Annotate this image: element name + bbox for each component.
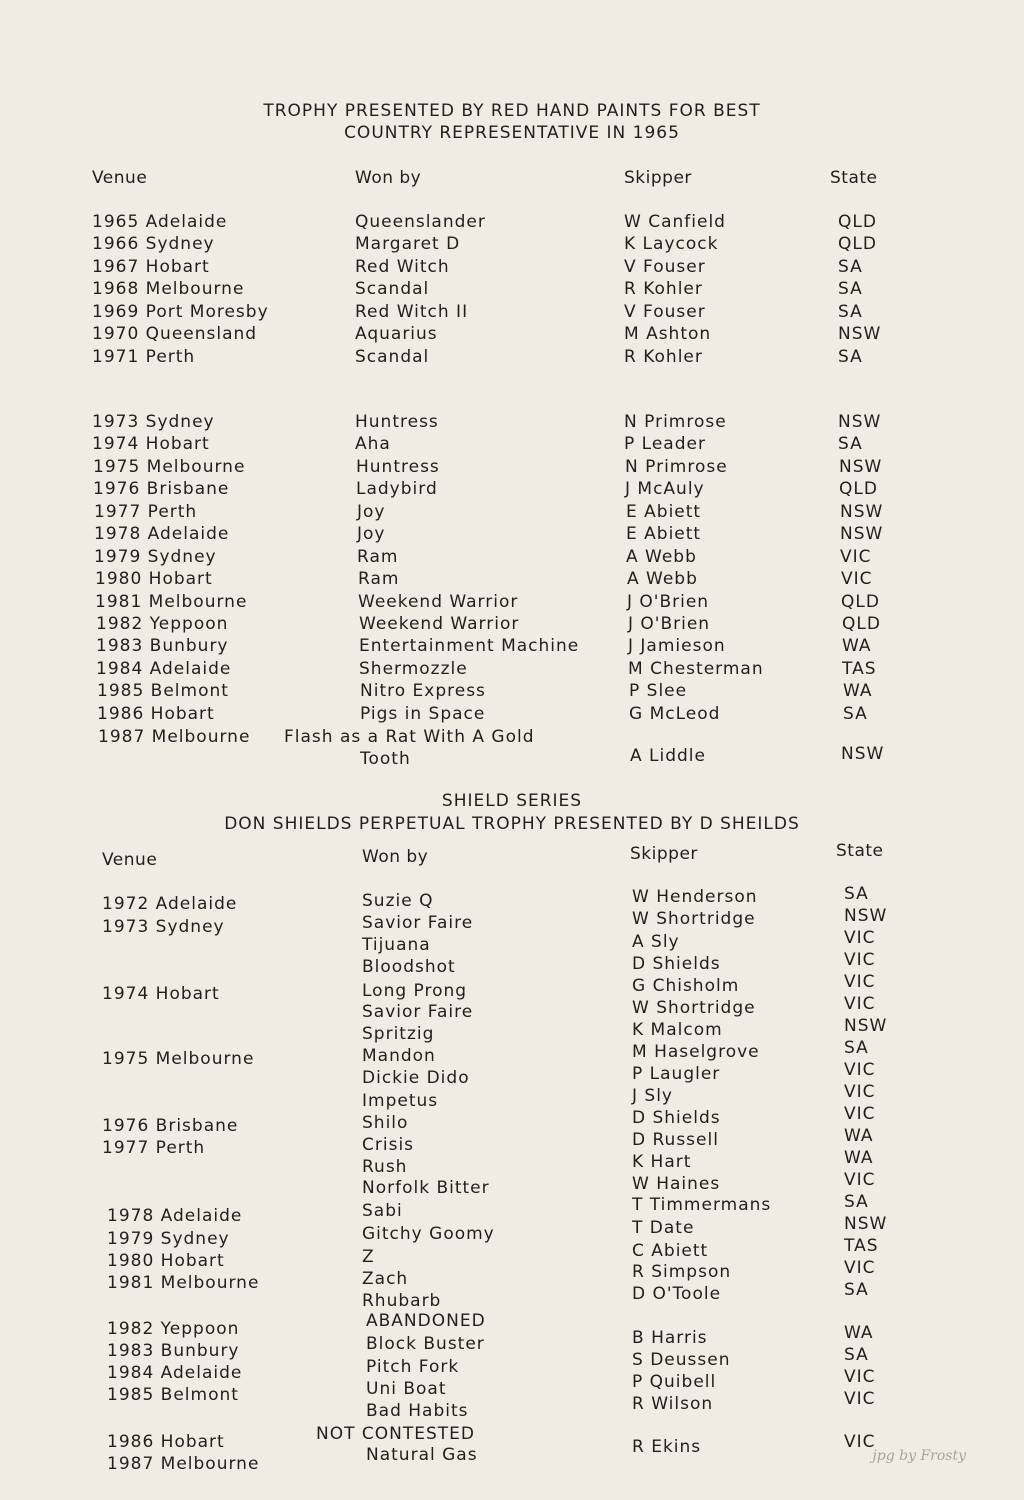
shield-cell-venue: 1984 Adelaide xyxy=(107,1363,243,1383)
trophy-cell-won-by: Ram xyxy=(357,547,399,567)
trophy-cell-won-by: Red Witch II xyxy=(355,302,469,322)
trophy-cell-state: WA xyxy=(843,681,873,701)
trophy-cell-venue: 1984 Adelaide xyxy=(96,659,232,679)
shield-cell-state: NSW xyxy=(844,906,888,926)
shield-cell-won-by: Long Prong xyxy=(362,981,468,1001)
trophy-title-line2: COUNTRY REPRESENTATIVE IN 1965 xyxy=(344,123,680,143)
shield-cell-won-by: Savior Faire xyxy=(362,1002,474,1022)
shield-cell-won-by: Tijuana xyxy=(362,935,431,955)
shield-cell-won-by: Bad Habits xyxy=(366,1401,469,1421)
shield-cell-skipper: D Shields xyxy=(632,1108,721,1128)
shield-cell-won-by: NOT CONTESTED xyxy=(316,1424,475,1444)
shield-cell-venue: 1978 Adelaide xyxy=(107,1206,243,1226)
trophy-cell-won-by: Huntress xyxy=(356,457,440,477)
trophy-cell-state: SA xyxy=(838,279,863,299)
shield-cell-state: SA xyxy=(844,884,869,904)
trophy-cell-state: NSW xyxy=(840,502,884,522)
trophy-cell-skipper: V Fouser xyxy=(624,257,706,277)
trophy-cell-state: SA xyxy=(838,257,863,277)
trophy-cell-skipper: A Webb xyxy=(626,547,697,567)
shield-cell-venue: 1980 Hobart xyxy=(107,1251,225,1271)
shield-cell-won-by: Savior Faire xyxy=(362,913,474,933)
shield-cell-won-by: Rhubarb xyxy=(362,1291,442,1311)
trophy-row xyxy=(0,257,1024,279)
trophy-row xyxy=(0,212,1024,234)
trophy-cell-state: WA xyxy=(842,636,872,656)
shield-cell-venue: 1981 Melbourne xyxy=(107,1273,260,1293)
shield-cell-state: SA xyxy=(844,1280,869,1300)
shield-cell-state: NSW xyxy=(844,1214,888,1234)
shield-cell-won-by: Dickie Dido xyxy=(362,1068,470,1088)
trophy-row xyxy=(0,234,1024,256)
shield-cell-venue: 1974 Hobart xyxy=(102,984,220,1004)
shield-cell-state: VIC xyxy=(844,1082,876,1102)
shield-cell-state: SA xyxy=(844,1192,869,1212)
trophy-header-won-by: Won by xyxy=(355,168,422,188)
trophy-cell-venue: 1980 Hobart xyxy=(95,569,213,589)
shield-cell-skipper: R Simpson xyxy=(632,1262,732,1282)
shield-cell-won-by: Norfolk Bitter xyxy=(362,1178,490,1198)
shield-cell-venue: 1976 Brisbane xyxy=(102,1116,239,1136)
shield-cell-state: WA xyxy=(844,1323,874,1343)
trophy-cell-venue: 1966 Sydney xyxy=(92,234,215,254)
trophy-cell-won-by: Scandal xyxy=(355,279,430,299)
trophy-cell-won-by: Entertainment Machine xyxy=(359,636,580,656)
shield-cell-state: VIC xyxy=(844,972,876,992)
trophy-cell-won-by: Queenslander xyxy=(355,212,486,232)
shield-cell-won-by: Z xyxy=(362,1247,375,1267)
trophy-cell-state: VIC xyxy=(841,569,873,589)
shield-cell-won-by: Sabi xyxy=(362,1201,403,1221)
trophy-last-venue: 1987 Melbourne xyxy=(98,727,251,747)
trophy-row xyxy=(0,479,1024,501)
trophy-cell-won-by: Aquarius xyxy=(355,324,438,344)
shield-cell-won-by: Shilo xyxy=(362,1113,409,1133)
shield-cell-won-by: Gitchy Goomy xyxy=(362,1224,495,1244)
shield-cell-state: VIC xyxy=(844,1432,876,1452)
watermark: jpg by Frosty xyxy=(872,1448,966,1464)
trophy-cell-skipper: E Abiett xyxy=(626,502,702,522)
trophy-cell-won-by: Joy xyxy=(357,524,386,544)
trophy-cell-skipper: G McLeod xyxy=(629,704,721,724)
shield-cell-skipper: C Abiett xyxy=(632,1241,709,1261)
trophy-cell-won-by: Weekend Warrior xyxy=(358,592,519,612)
trophy-cell-state: SA xyxy=(838,434,863,454)
trophy-cell-skipper: N Primrose xyxy=(624,412,727,432)
shield-cell-won-by: Suzie Q xyxy=(362,891,434,911)
trophy-row xyxy=(0,502,1024,524)
trophy-cell-venue: 1976 Brisbane xyxy=(93,479,230,499)
trophy-cell-skipper: R Kohler xyxy=(624,279,703,299)
trophy-row xyxy=(0,434,1024,456)
trophy-cell-venue: 1965 Adelaide xyxy=(92,212,228,232)
trophy-cell-skipper: M Chesterman xyxy=(628,659,764,679)
shield-cell-won-by: Zach xyxy=(362,1269,409,1289)
trophy-cell-state: VIC xyxy=(840,547,872,567)
trophy-cell-state: SA xyxy=(843,704,868,724)
trophy-cell-won-by: Joy xyxy=(357,502,386,522)
trophy-cell-skipper: W Canfield xyxy=(624,212,726,232)
trophy-cell-venue: 1975 Melbourne xyxy=(93,457,246,477)
trophy-cell-state: NSW xyxy=(840,524,884,544)
trophy-cell-venue: 1981 Melbourne xyxy=(95,592,248,612)
trophy-cell-skipper: J Jamieson xyxy=(628,636,726,656)
trophy-row xyxy=(0,547,1024,569)
trophy-row xyxy=(0,279,1024,301)
shield-cell-venue: 1977 Perth xyxy=(102,1138,206,1158)
trophy-header-state: State xyxy=(830,168,878,188)
trophy-cell-state: NSW xyxy=(838,412,882,432)
trophy-cell-state: QLD xyxy=(838,234,877,254)
shield-cell-state: VIC xyxy=(844,928,876,948)
trophy-cell-skipper: R Kohler xyxy=(624,347,703,367)
shield-cell-skipper: D Shields xyxy=(632,954,721,974)
trophy-last-won-by-line1: Flash as a Rat With A Gold xyxy=(284,727,535,747)
shield-cell-state: SA xyxy=(844,1038,869,1058)
shield-cell-won-by: Uni Boat xyxy=(366,1379,447,1399)
shield-cell-skipper: P Quibell xyxy=(632,1372,717,1392)
trophy-cell-won-by: Huntress xyxy=(355,412,439,432)
shield-cell-skipper: W Shortridge xyxy=(632,909,756,929)
trophy-cell-won-by: Shermozzle xyxy=(359,659,468,679)
shield-cell-skipper: K Hart xyxy=(632,1152,692,1172)
trophy-row xyxy=(0,704,1024,726)
shield-cell-won-by: Mandon xyxy=(362,1046,436,1066)
trophy-cell-skipper: P Leader xyxy=(624,434,706,454)
trophy-cell-state: NSW xyxy=(838,324,882,344)
shield-cell-state: NSW xyxy=(844,1016,888,1036)
trophy-cell-venue: 1986 Hobart xyxy=(97,704,215,724)
shield-header-venue: Venue xyxy=(102,850,158,870)
trophy-cell-won-by: Weekend Warrior xyxy=(359,614,520,634)
shield-cell-venue: 1972 Adelaide xyxy=(102,894,238,914)
shield-cell-state: SA xyxy=(844,1345,869,1365)
shield-cell-skipper: B Harris xyxy=(632,1328,708,1348)
trophy-cell-venue: 1983 Bunbury xyxy=(96,636,229,656)
shield-cell-skipper: J Sly xyxy=(632,1086,673,1106)
shield-cell-state: VIC xyxy=(844,1389,876,1409)
trophy-row xyxy=(0,302,1024,324)
trophy-cell-venue: 1973 Sydney xyxy=(92,412,215,432)
shield-cell-venue: 1985 Belmont xyxy=(107,1385,239,1405)
trophy-cell-venue: 1974 Hobart xyxy=(92,434,210,454)
shield-cell-venue: 1975 Melbourne xyxy=(102,1049,255,1069)
shield-cell-state: VIC xyxy=(844,1170,876,1190)
shield-cell-state: WA xyxy=(844,1126,874,1146)
shield-cell-venue: 1979 Sydney xyxy=(107,1229,230,1249)
trophy-row xyxy=(0,412,1024,434)
trophy-row xyxy=(0,524,1024,546)
trophy-cell-skipper: J O'Brien xyxy=(628,614,711,634)
shield-cell-skipper: S Deussen xyxy=(632,1350,731,1370)
shield-cell-state: TAS xyxy=(844,1236,879,1256)
trophy-last-state: NSW xyxy=(841,744,885,764)
shield-cell-skipper: P Laugler xyxy=(632,1064,721,1084)
trophy-cell-venue: 1971 Perth xyxy=(92,347,196,367)
trophy-cell-state: TAS xyxy=(842,659,877,679)
shield-cell-state: VIC xyxy=(844,994,876,1014)
shield-cell-won-by: Spritzig xyxy=(362,1024,435,1044)
trophy-header-venue: Venue xyxy=(92,168,148,188)
shield-cell-state: VIC xyxy=(844,1060,876,1080)
trophy-row xyxy=(0,592,1024,614)
shield-cell-won-by: ABANDONED xyxy=(366,1311,486,1331)
trophy-cell-venue: 1977 Perth xyxy=(94,502,198,522)
shield-cell-state: VIC xyxy=(844,1367,876,1387)
shield-cell-venue: 1983 Bunbury xyxy=(107,1341,240,1361)
shield-cell-skipper: D Russell xyxy=(632,1130,719,1150)
trophy-cell-won-by: Pigs in Space xyxy=(360,704,486,724)
trophy-cell-venue: 1967 Hobart xyxy=(92,257,210,277)
shield-cell-won-by: Crisis xyxy=(362,1135,415,1155)
shield-cell-skipper: K Malcom xyxy=(632,1020,723,1040)
trophy-row xyxy=(0,659,1024,681)
shield-cell-skipper: W Henderson xyxy=(632,887,758,907)
trophy-cell-won-by: Margaret D xyxy=(355,234,461,254)
trophy-cell-skipper: A Webb xyxy=(627,569,698,589)
trophy-cell-won-by: Scandal xyxy=(355,347,430,367)
trophy-cell-skipper: N Primrose xyxy=(625,457,728,477)
shield-cell-won-by: Impetus xyxy=(362,1091,439,1111)
shield-cell-state: VIC xyxy=(844,950,876,970)
trophy-header-skipper: Skipper xyxy=(624,168,692,188)
shield-cell-skipper: W Haines xyxy=(632,1174,721,1194)
shield-cell-skipper: T Date xyxy=(632,1218,695,1238)
shield-header-won-by: Won by xyxy=(362,847,429,867)
trophy-cell-venue: 1969 Port Moresby xyxy=(92,302,269,322)
shield-cell-venue: 1973 Sydney xyxy=(102,917,225,937)
trophy-cell-venue: 1982 Yeppoon xyxy=(96,614,229,634)
trophy-row xyxy=(0,614,1024,636)
shield-cell-venue: 1982 Yeppoon xyxy=(107,1319,240,1339)
trophy-cell-skipper: V Fouser xyxy=(624,302,706,322)
trophy-cell-venue: 1970 Queensland xyxy=(92,324,258,344)
shield-cell-skipper: R Ekins xyxy=(632,1437,702,1457)
trophy-cell-state: QLD xyxy=(841,592,880,612)
shield-cell-venue: 1987 Melbourne xyxy=(107,1454,260,1474)
trophy-cell-skipper: J McAuly xyxy=(625,479,705,499)
trophy-cell-state: SA xyxy=(838,347,863,367)
shield-cell-skipper: W Shortridge xyxy=(632,998,756,1018)
trophy-title-line1: TROPHY PRESENTED BY RED HAND PAINTS FOR BEST xyxy=(263,101,761,121)
shield-cell-won-by: Block Buster xyxy=(366,1334,485,1354)
trophy-cell-venue: 1978 Adelaide xyxy=(94,524,230,544)
trophy-cell-skipper: M Ashton xyxy=(624,324,712,344)
shield-header-state: State xyxy=(836,841,884,861)
shield-cell-won-by: Pitch Fork xyxy=(366,1357,460,1377)
trophy-cell-won-by: Nitro Express xyxy=(360,681,486,701)
shield-cell-state: WA xyxy=(844,1148,874,1168)
trophy-cell-skipper: K Laycock xyxy=(624,234,719,254)
shield-title-line1: SHIELD SERIES xyxy=(441,791,583,811)
shield-cell-skipper: M Haselgrove xyxy=(632,1042,760,1062)
shield-cell-skipper: D O'Toole xyxy=(632,1284,722,1304)
trophy-row xyxy=(0,636,1024,658)
shield-cell-state: VIC xyxy=(844,1104,876,1124)
trophy-row xyxy=(0,324,1024,346)
trophy-cell-won-by: Aha xyxy=(355,434,391,454)
trophy-cell-venue: 1968 Melbourne xyxy=(92,279,245,299)
trophy-cell-won-by: Red Witch xyxy=(355,257,450,277)
trophy-last-skipper: A Liddle xyxy=(630,746,706,766)
trophy-cell-state: QLD xyxy=(838,212,877,232)
trophy-cell-won-by: Ram xyxy=(358,569,400,589)
shield-cell-won-by: Rush xyxy=(362,1157,408,1177)
trophy-cell-state: QLD xyxy=(842,614,881,634)
shield-cell-won-by: Natural Gas xyxy=(366,1445,478,1465)
trophy-row xyxy=(0,569,1024,591)
trophy-cell-state: QLD xyxy=(839,479,878,499)
trophy-cell-skipper: E Abiett xyxy=(626,524,702,544)
trophy-cell-skipper: J O'Brien xyxy=(627,592,710,612)
shield-header-skipper: Skipper xyxy=(630,844,698,864)
shield-cell-skipper: T Timmermans xyxy=(632,1195,772,1215)
trophy-cell-venue: 1979 Sydney xyxy=(94,547,217,567)
trophy-row xyxy=(0,681,1024,703)
shield-cell-won-by: Bloodshot xyxy=(362,957,456,977)
shield-cell-state: VIC xyxy=(844,1258,876,1278)
trophy-cell-won-by: Ladybird xyxy=(356,479,438,499)
trophy-cell-venue: 1985 Belmont xyxy=(97,681,229,701)
shield-cell-venue: 1986 Hobart xyxy=(107,1432,225,1452)
trophy-row xyxy=(0,457,1024,479)
shield-cell-skipper: G Chisholm xyxy=(632,976,740,996)
trophy-cell-state: SA xyxy=(838,302,863,322)
trophy-last-won-by-line2: Tooth xyxy=(360,749,411,769)
trophy-row xyxy=(0,347,1024,369)
trophy-cell-skipper: P Slee xyxy=(629,681,688,701)
trophy-cell-state: NSW xyxy=(839,457,883,477)
shield-cell-skipper: R Wilson xyxy=(632,1394,714,1414)
shield-title-line2: DON SHIELDS PERPETUAL TROPHY PRESENTED BY D SHEILDS xyxy=(224,814,800,834)
shield-cell-skipper: A Sly xyxy=(632,932,680,952)
